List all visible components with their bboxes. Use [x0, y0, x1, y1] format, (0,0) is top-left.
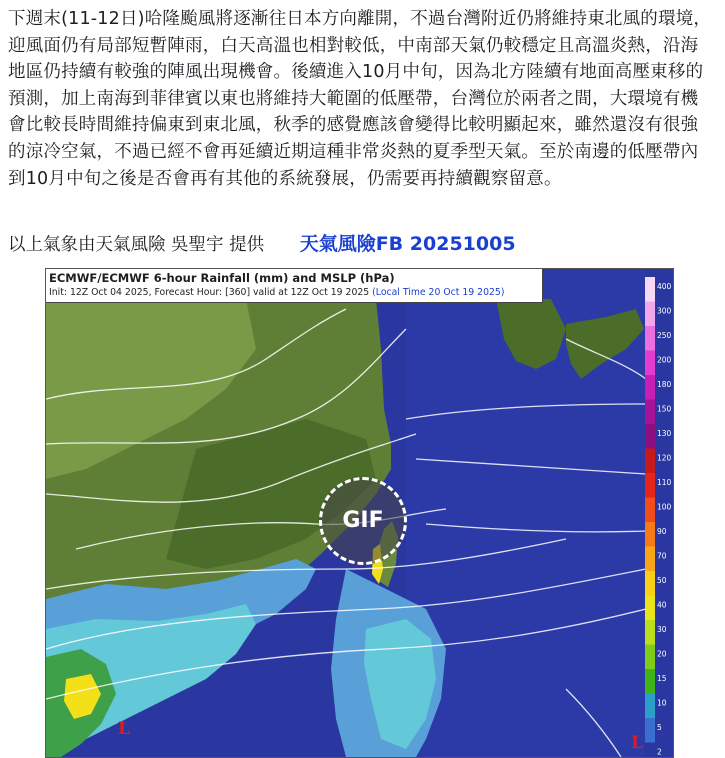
- colorbar-tick-label: 100: [657, 502, 672, 512]
- colorbar-tick-label: 70: [657, 551, 667, 561]
- colorbar-tick-label: 10: [657, 698, 667, 708]
- colorbar-tick-label: 250: [657, 331, 672, 340]
- source-tag[interactable]: 天氣風險FB 20251005: [299, 233, 516, 255]
- colorbar-tick-label: 40: [657, 600, 667, 610]
- map-init-text: Init: 12Z Oct 04 2025, Forecast Hour: [360] valid at 12Z Oct 19 2025: [49, 287, 370, 298]
- colorbar-tick-label: 120: [657, 453, 672, 463]
- colorbar-swatch: [645, 743, 655, 758]
- colorbar-swatch: [645, 669, 655, 694]
- colorbar-swatch: [645, 596, 655, 621]
- colorbar-tick-label: 2: [657, 747, 662, 757]
- colorbar-tick-label: 30: [657, 625, 667, 634]
- colorbar-swatch: [645, 547, 655, 572]
- colorbar-tick-label: 200: [657, 355, 672, 365]
- colorbar-swatches: [645, 269, 673, 757]
- colorbar-tick-label: 5: [657, 723, 662, 732]
- colorbar-tick-label: 180: [657, 380, 672, 389]
- colorbar-swatch: [645, 473, 655, 498]
- post-body-text: 下週末(11-12日)哈隆颱風將逐漸往日本方向離開，不過台灣附近仍將維持東北風的環境，迎風面仍有局部短暫陣雨，白天高溫也相對較低，中南部天氣仍較穩定且高溫炎熱，沿海地區仍持續有較強的陣風出現機會。後續進入10月中旬，因為北方陸續有地面高壓東移的預測，加上南海到菲律賓以東也將維持大範圍的低壓帶，台灣位於兩者之間，大環境有機會比較長時間維持偏東到東北風，秋季的感覺應該會變得比較明顯起來，雖然還沒有很強的涼冷空氣，不過已經不會再延續近期這種非常炎熱的夏季型天氣。至於南邊的低壓帶內到10月中旬之後是否會再有其他的系統發展，仍需要再持續觀察留意。: [8, 9, 712, 189]
- colorbar-swatch: [645, 277, 655, 302]
- colorbar-tick-label: 150: [657, 404, 672, 414]
- colorbar-tick-label: 15: [657, 674, 667, 683]
- credit-text: 以上氣象由天氣風險 吳聖宇 提供: [8, 235, 265, 255]
- map-header: [46, 269, 543, 303]
- map-local-time: (Local Time 20 Oct 19 2025): [372, 287, 505, 298]
- forecast-map-image[interactable]: [45, 268, 674, 758]
- colorbar-swatch: [645, 498, 655, 523]
- colorbar-swatch: [645, 571, 655, 596]
- colorbar-tick-label: 110: [657, 478, 672, 487]
- low-pressure-marker-west: L: [118, 719, 130, 739]
- colorbar-tick-label: 400: [657, 282, 672, 291]
- colorbar-swatch: [645, 522, 655, 547]
- colorbar-tick-label: 90: [657, 527, 667, 536]
- colorbar-swatch: [645, 718, 655, 743]
- map-subtitle: [49, 287, 504, 298]
- post-credit-line: [8, 230, 516, 258]
- colorbar-tick-label: 300: [657, 306, 672, 316]
- colorbar-swatch: [645, 326, 655, 351]
- colorbar-swatch: [645, 351, 655, 376]
- colorbar-tick-label: 50: [657, 576, 667, 585]
- colorbar-swatch: [645, 302, 655, 327]
- colorbar-tick-label: 130: [657, 429, 672, 438]
- low-pressure-marker-east: L: [631, 733, 643, 753]
- colorbar-swatch: [645, 620, 655, 645]
- colorbar-swatch: [645, 400, 655, 425]
- colorbar-swatch: [645, 449, 655, 474]
- colorbar-swatch: [645, 375, 655, 400]
- colorbar-swatch: [645, 694, 655, 719]
- colorbar-swatch: [645, 645, 655, 670]
- gif-play-button[interactable]: GIF: [319, 477, 407, 565]
- colorbar-tick-label: 20: [657, 649, 667, 659]
- map-title: ECMWF/ECMWF 6-hour Rainfall (mm) and MSLP (hPa): [49, 271, 395, 285]
- colorbar-swatch: [645, 424, 655, 449]
